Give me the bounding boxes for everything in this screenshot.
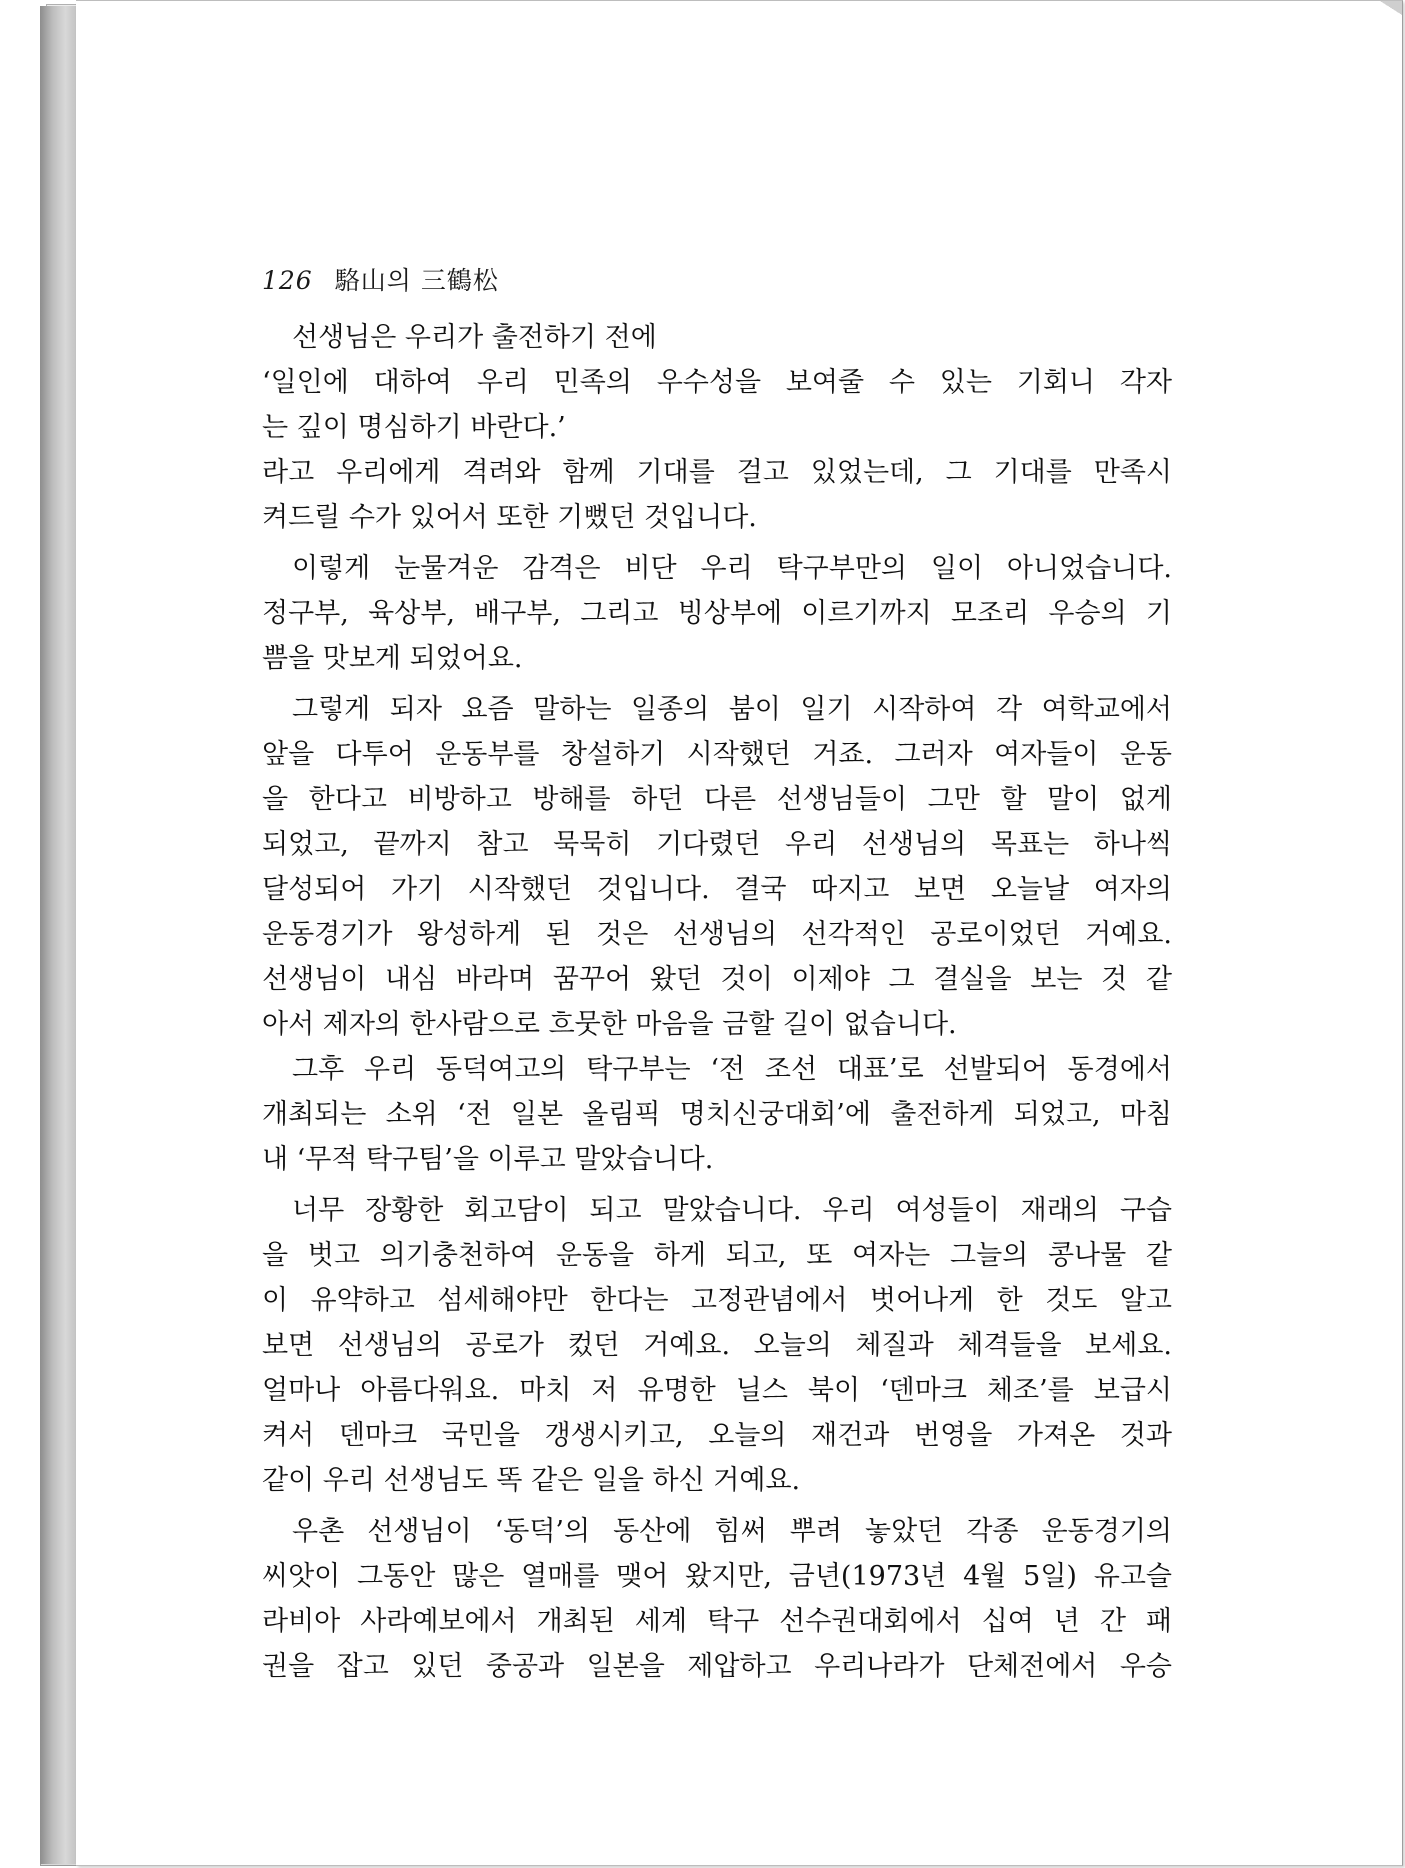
- text-line: 개최되는 소위 ‘전 일본 올림픽 명치신궁대회’에 출전하게 되었고, 마침: [262, 1099, 1172, 1130]
- text-line: 너무 장황한 회고담이 되고 말았습니다. 우리 여성들이 재래의 구습: [292, 1195, 1172, 1226]
- text-line: 이 유약하고 섬세해야만 한다는 고정관념에서 벗어나게 한 것도 알고: [262, 1285, 1172, 1316]
- book-binding: [40, 6, 77, 1864]
- text-line: 앞을 다투어 운동부를 창설하기 시작했던 거죠. 그러자 여자들이 운동: [262, 739, 1172, 770]
- text-line: 같이 우리 선생님도 똑 같은 일을 하신 거예요.: [262, 1465, 801, 1496]
- text-line: 을 한다고 비방하고 방해를 하던 다른 선생님들이 그만 할 말이 없게: [262, 784, 1172, 815]
- text-line: 보면 선생님의 공로가 컸던 거예요. 오늘의 체질과 체격들을 보세요.: [262, 1330, 1172, 1361]
- text-line: 정구부, 육상부, 배구부, 그리고 빙상부에 이르기까지 모조리 우승의 기: [262, 598, 1172, 629]
- text-line: 켜드릴 수가 있어서 또한 기뻤던 것입니다.: [262, 502, 757, 533]
- text-line: 권을 잡고 있던 중공과 일본을 제압하고 우리나라가 단체전에서 우승: [262, 1651, 1172, 1682]
- text-line: 는 깊이 명심하기 바란다.’: [262, 412, 566, 443]
- text-line: 라비아 사라예보에서 개최된 세계 탁구 선수권대회에서 십여 년 간 패: [262, 1606, 1172, 1637]
- page-number: 126: [262, 266, 313, 295]
- text-line: 선생님은 우리가 출전하기 전에: [292, 322, 657, 353]
- page-corner: [1380, 1, 1402, 15]
- text-line: 쁨을 맛보게 되었어요.: [262, 643, 523, 674]
- text-line: 씨앗이 그동안 많은 열매를 맺어 왔지만, 금년(1973년 4월 5일) 유고슬: [262, 1561, 1172, 1592]
- text-line: 그렇게 되자 요즘 말하는 일종의 붐이 일기 시작하여 각 여학교에서: [292, 694, 1172, 725]
- text-line: 아서 제자의 한사람으로 흐뭇한 마음을 금할 길이 없습니다.: [262, 1009, 957, 1040]
- text-line: 얼마나 아름다워요. 마치 저 유명한 닐스 북이 ‘덴마크 체조’를 보급시: [262, 1375, 1172, 1406]
- text-line: 우촌 선생님이 ‘동덕’의 동산에 힘써 뿌려 놓았던 각종 운동경기의: [292, 1516, 1172, 1547]
- text-line: 켜서 덴마크 국민을 갱생시키고, 오늘의 재건과 번영을 가져온 것과: [262, 1420, 1172, 1451]
- text-line: ‘일인에 대하여 우리 민족의 우수성을 보여줄 수 있는 기회니 각자: [262, 367, 1172, 398]
- text-line: 을 벗고 의기충천하여 운동을 하게 되고, 또 여자는 그늘의 콩나물 같: [262, 1240, 1172, 1271]
- text-line: 그후 우리 동덕여고의 탁구부는 ‘전 조선 대표’로 선발되어 동경에서: [292, 1054, 1172, 1085]
- text-line: 라고 우리에게 격려와 함께 기대를 걸고 있었는데, 그 기대를 만족시: [262, 457, 1172, 488]
- text-line: 선생님이 내심 바라며 꿈꾸어 왔던 것이 이제야 그 결실을 보는 것 같: [262, 964, 1172, 995]
- text-line: 달성되어 가기 시작했던 것입니다. 결국 따지고 보면 오늘날 여자의: [262, 874, 1172, 905]
- body-text: [262, 315, 1172, 1689]
- text-line: 이렇게 눈물겨운 감격은 비단 우리 탁구부만의 일이 아니었습니다.: [292, 553, 1172, 584]
- book-title: 駱山의 三鶴松: [334, 266, 499, 295]
- text-line: 운동경기가 왕성하게 된 것은 선생님의 선각적인 공로이었던 거예요.: [262, 919, 1172, 950]
- text-line: 내 ‘무적 탁구팀’을 이루고 말았습니다.: [262, 1144, 714, 1175]
- text-line: 되었고, 끝까지 참고 묵묵히 기다렸던 우리 선생님의 목표는 하나씩: [262, 829, 1172, 860]
- running-header: [262, 261, 499, 297]
